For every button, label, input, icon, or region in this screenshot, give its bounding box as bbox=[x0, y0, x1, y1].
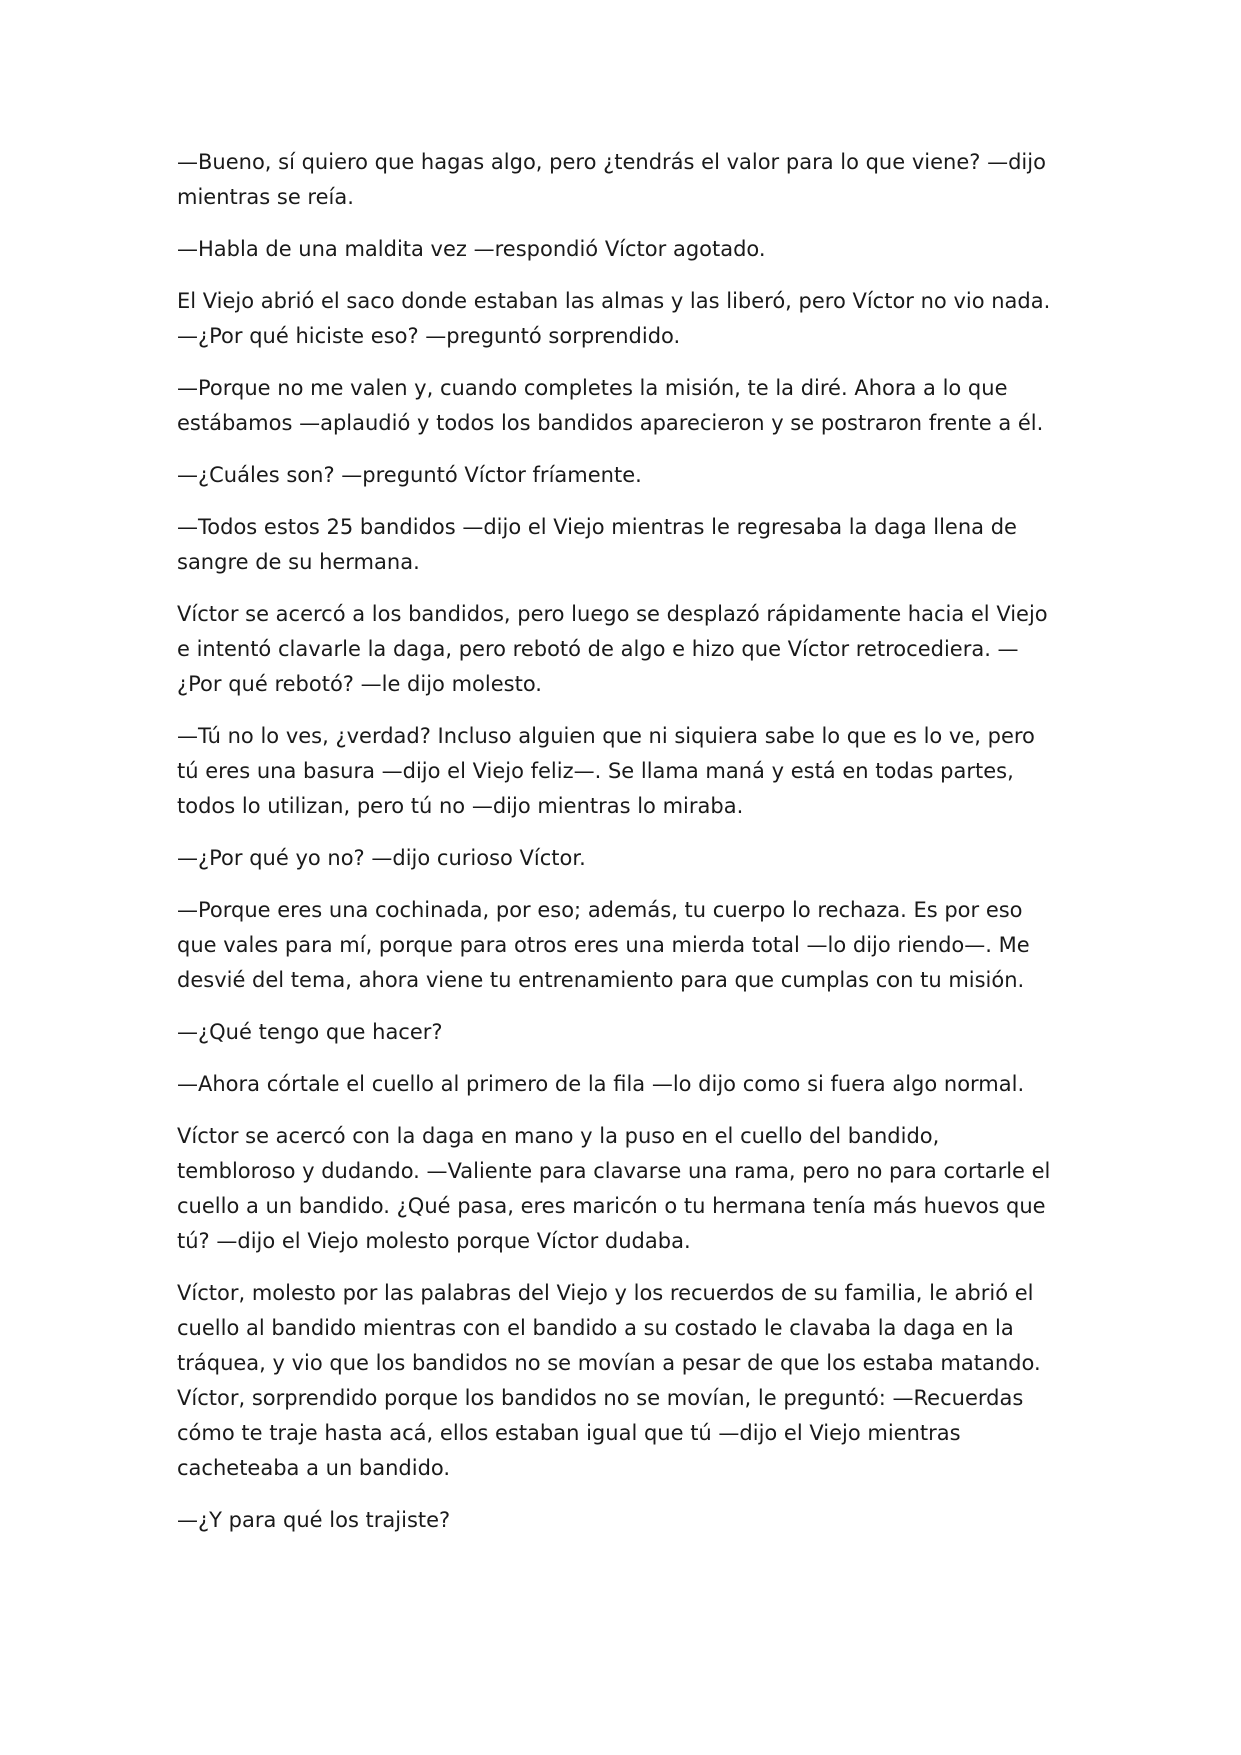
paragraph: —¿Por qué yo no? —dijo curioso Víctor. bbox=[177, 846, 586, 870]
paragraph: —Tú no lo ves, ¿verdad? Incluso alguien que ni siquiera sabe lo que es lo ve, pero tú eres una basura —dijo el Viejo feliz—. Se llama maná y está en todas partes, todos lo utilizan, pero tú no —dijo mientras lo miraba. bbox=[177, 724, 1035, 818]
paragraph: —Porque eres una cochinada, por eso; además, tu cuerpo lo rechaza. Es por eso que vales para mí, porque para otros eres una mierda total —lo dijo riendo—. Me desvié del tema, ahora viene tu entrenamiento para que cumplas con tu misión. bbox=[177, 898, 1030, 992]
paragraph: —Porque no me valen y, cuando completes la misión, te la diré. Ahora a lo que estábamos —aplaudió y todos los bandidos aparecieron y se postraron frente a él. bbox=[177, 376, 1044, 435]
paragraph: Víctor se acercó con la daga en mano y la puso en el cuello del bandido, tembloroso y dudando. —Valiente para clavarse una rama, pero no para cortarle el cuello a un bandido. ¿Qué pasa, eres maricón o tu hermana tenía más huevos que tú? —dijo el Viejo molesto porque Víctor dudaba. bbox=[177, 1124, 1051, 1253]
paragraph: —Todos estos 25 bandidos —dijo el Viejo mientras le regresaba la daga llena de sangre de su hermana. bbox=[177, 515, 1017, 574]
body-text bbox=[177, 145, 1077, 1555]
paragraph: —¿Qué tengo que hacer? bbox=[177, 1020, 443, 1044]
paragraph: Víctor se acercó a los bandidos, pero luego se desplazó rápidamente hacia el Viejo e intentó clavarle la daga, pero rebotó de algo e hizo que Víctor retrocediera. — ¿Por qué rebotó? —le dijo molesto. bbox=[177, 602, 1048, 696]
paragraph: El Viejo abrió el saco donde estaban las almas y las liberó, pero Víctor no vio nada. —¿Por qué hiciste eso? —preguntó sorprendido. bbox=[177, 289, 1051, 348]
paragraph: —Habla de una maldita vez —respondió Víctor agotado. bbox=[177, 237, 766, 261]
paragraph: —Ahora córtale el cuello al primero de la fila —lo dijo como si fuera algo normal. bbox=[177, 1072, 1025, 1096]
paragraph: —¿Y para qué los trajiste? bbox=[177, 1508, 451, 1532]
paragraph: —Bueno, sí quiero que hagas algo, pero ¿tendrás el valor para lo que viene? —dijo mientras se reía. bbox=[177, 150, 1046, 209]
paragraph: Víctor, molesto por las palabras del Viejo y los recuerdos de su familia, le abrió el cuello al bandido mientras con el bandido a su costado le clavaba la daga en la tráquea, y vio que los bandidos no se movían a pesar de que los estaba matando. Víctor, sorprendido porque los bandidos no se movían, le preguntó: —Recuerdas cómo te traje hasta acá, ellos estaban igual que tú —dijo el Viejo mientras cacheteaba a un bandido. bbox=[177, 1281, 1041, 1480]
paragraph: —¿Cuáles son? —preguntó Víctor fríamente. bbox=[177, 463, 642, 487]
